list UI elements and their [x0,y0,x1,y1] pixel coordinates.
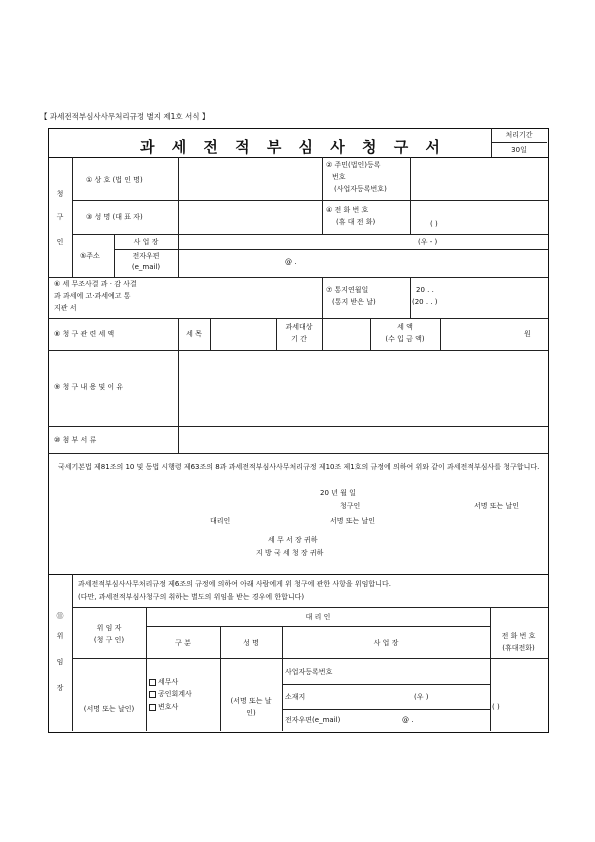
period-label-1: 과세대상 [285,323,313,331]
delegator-label-1: 위 임 자 [96,624,122,632]
recipient-regional-office: 지 방 국 세 청 장 귀하 [256,549,324,557]
recipient-tax-office: 세 무 서 장 귀하 [268,536,318,544]
agent-header: 대 리 인 [305,613,331,621]
business-name-field[interactable] [180,159,320,198]
notice-office-field[interactable] [180,279,320,316]
reg-no-label-2: 번호 [332,173,346,181]
delegation-text-1: 과세전적부심사사무처리규정 제6조의 규정에 의하여 아래 사람에게 위 청구에 관한 사항을 위임합니다. [78,580,391,588]
delegator-sign: (서명 또는 날인) [83,705,135,713]
notice-date-label-2: (통지 받은 날) [332,298,376,306]
declaration-text: 국세기본법 제81조의 10 및 동법 시행령 제63조의 8과 과세전적부심사사무처리규정 제10조 제1호의 규정에 의하여 위와 같이 과세전적부심사를 청구합니다. [58,463,540,471]
notice-office-label-3: 지관 서 [54,304,77,312]
type-option-tax-accountant[interactable]: 세무사 [149,678,178,687]
business-address-field[interactable] [180,235,546,248]
reg-no-label-1: ② 주민(법인)등록 [326,161,381,169]
period-label-2: 기 간 [291,335,307,343]
agent-phone-paren: ( ) [492,703,500,711]
delegation-label-1: ⑪ [56,612,64,620]
period-field[interactable] [324,320,368,348]
won-unit: 원 [524,330,531,338]
agent-label: 대리인 [210,517,231,525]
agent-email-label: 전자우편(e_mail) [285,716,341,724]
claimant-line: 청구인 [340,502,361,510]
reg-no-field[interactable] [412,159,546,198]
email-field[interactable] [180,251,546,276]
col-type: 구 분 [175,639,191,647]
location-label: 소재지 [285,693,306,701]
col-phone-2: (휴대전화) [502,644,535,652]
tax-item-field[interactable] [212,320,274,348]
processing-period-label: 처리기간 [505,131,533,139]
email-label-2: (e_mail) [131,263,161,271]
agent-email-value: @ . [402,716,414,724]
agent-sign-2: 인) [246,709,256,717]
reg-no-label-3: (사업자등록번호) [334,185,387,193]
claimant-section-label-1: 청 [56,190,64,198]
type-option-lawyer[interactable]: 변호사 [149,703,178,712]
location-postal: (우 ) [414,693,429,701]
claimant-sign: 서명 또는 날인 [474,502,520,510]
claim-reason-label: ⑨ 청 구 내 용 및 이 유 [54,383,124,391]
regulation-reference: 【 과세전적부심사사무처리규정 별지 제1호 서식 】 [40,112,210,121]
checkbox-icon [149,704,156,711]
agent-sign: 서명 또는 날인 [330,517,376,525]
name-label: ③ 성 명 (대 표 자) [86,213,143,221]
name-field[interactable] [180,202,320,233]
postal-code-text: (우 - ) [418,238,438,246]
agent-sign-1: (서명 또는 날 [230,697,272,705]
claim-reason-field[interactable] [180,352,546,424]
notice-date-value-2: (20 . . ) [412,298,438,306]
notice-date-value-1: 20 . . [416,286,434,294]
address-label: ⑤주소 [80,252,100,260]
col-phone-1: 전 화 번 호 [501,632,536,640]
delegation-label-3: 임 [56,658,64,666]
delegation-label-4: 장 [56,684,64,692]
phone-label-2: (휴 대 전 화) [336,218,376,226]
checkbox-icon [149,691,156,698]
claim-amount-label: ⑧ 청 구 관 련 세 액 [54,330,115,338]
col-business: 사 업 장 [373,639,399,647]
type-option-cpa[interactable]: 공인회계사 [149,690,192,699]
declaration-date: 20 년 월 일 [320,489,356,497]
col-name: 성 명 [243,639,259,647]
amount-field[interactable] [442,320,520,348]
email-label-1: 전자우편 [132,252,160,260]
phone-paren: ( ) [430,220,438,228]
biz-reg-label: 사업자등록번호 [285,668,333,676]
business-place-label: 사 업 장 [133,238,159,246]
attachment-field[interactable] [180,428,546,451]
attachment-label: ⑩ 첨 부 서 류 [54,436,97,444]
form-title: 과 세 전 적 부 심 사 청 구 서 [140,138,446,156]
tax-item-label: 세 목 [186,330,202,338]
delegation-text-2: (다만, 과세전적부심사청구의 취하는 별도의 위임을 받는 경우에 한합니다) [78,593,305,601]
checkbox-icon [149,679,156,686]
processing-period-value: 30일 [511,146,527,154]
notice-office-label-2: 과 과세에 고·과세예고 통 [54,292,131,300]
amount-sub-label-2: (수 입 금 액) [385,335,425,343]
delegation-label-2: 위 [56,632,64,640]
email-value: @ . [285,258,297,266]
claimant-section-label-3: 인 [56,238,64,246]
notice-date-label-1: ⑦ 통지연월일 [326,286,369,294]
delegator-label-2: (청 구 인) [93,636,125,644]
amount-sub-label-1: 세 액 [397,323,413,331]
claimant-section-label-2: 구 [56,213,64,221]
business-name-label: ① 상 호 (법 인 명) [86,176,143,184]
notice-office-label-1: ⑥ 세 무조사결 과 · 감 사결 [54,280,137,288]
phone-label-1: ④ 전 화 번 호 [326,206,369,214]
